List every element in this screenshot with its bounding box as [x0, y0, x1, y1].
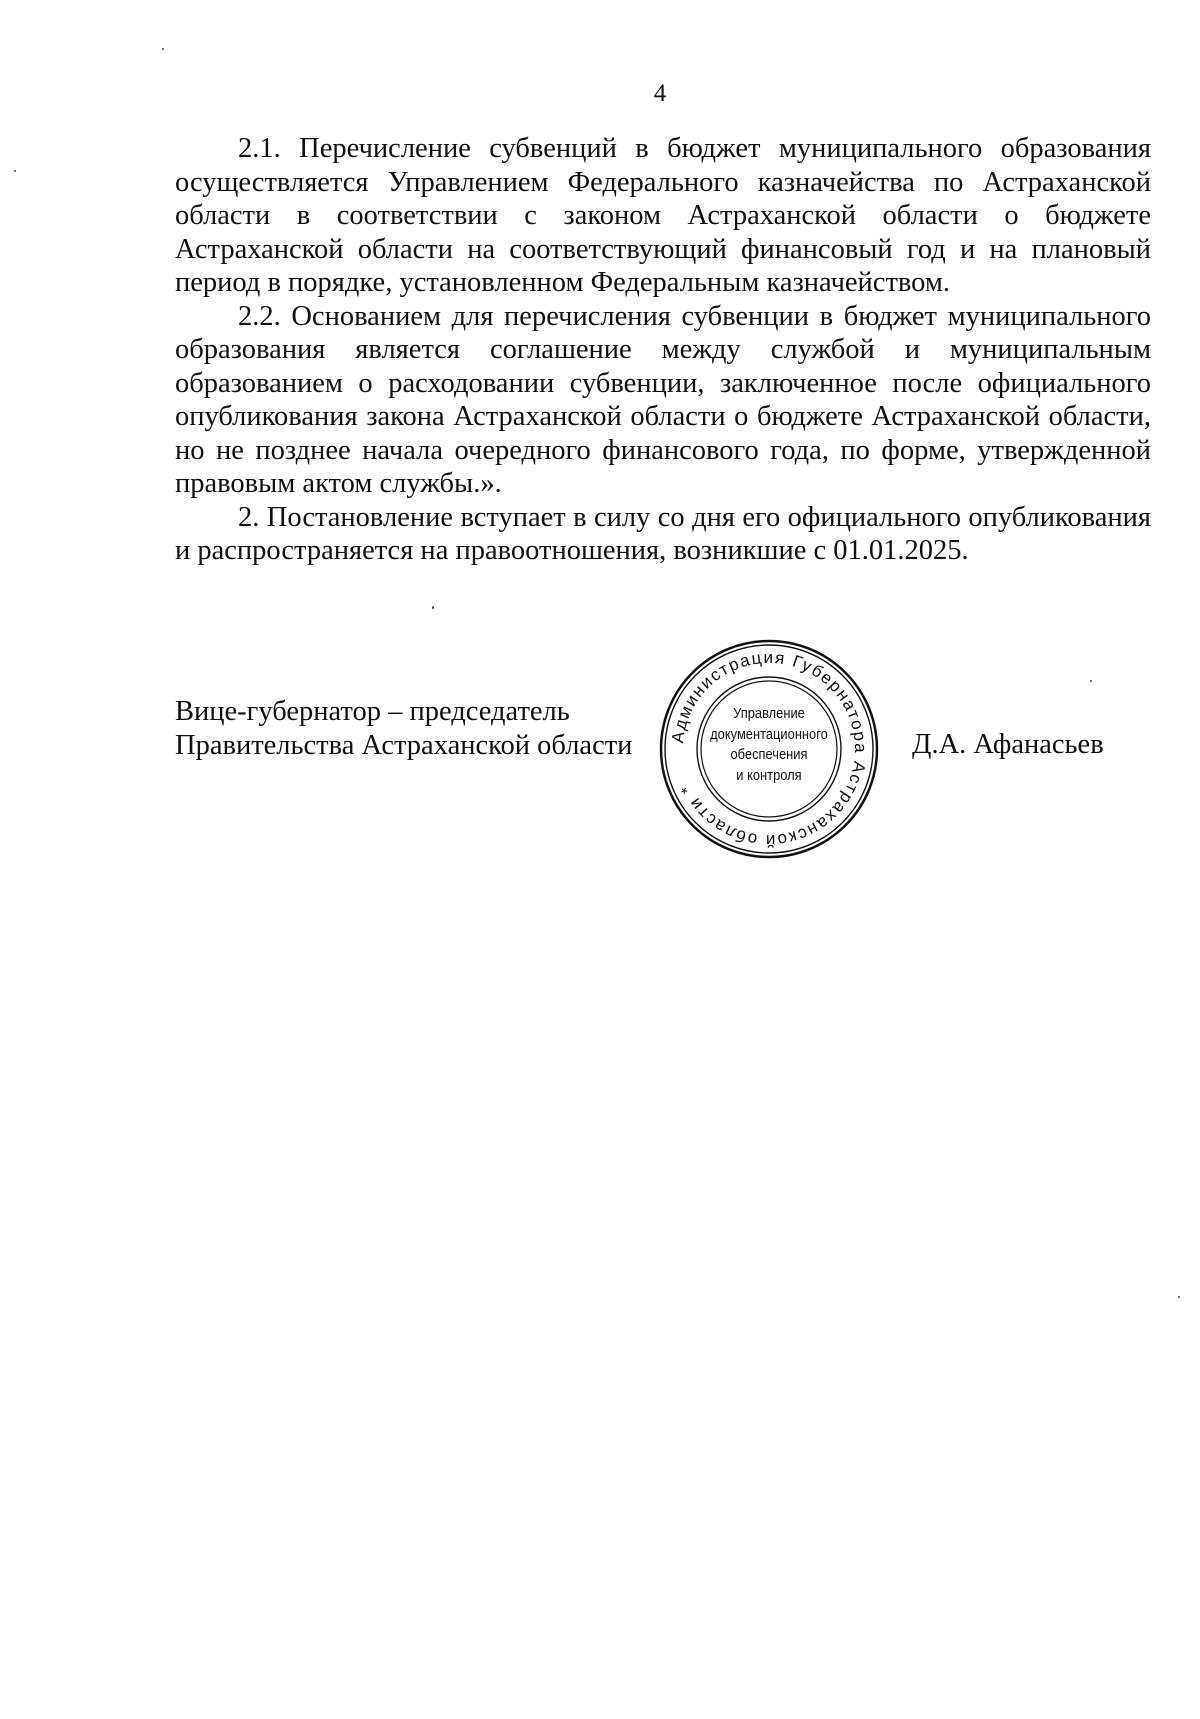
page-number: 4 — [653, 80, 667, 107]
position-line-1: Вице-губернатор – председатель — [175, 696, 570, 727]
paragraph-2: 2. Постановление вступает в силу со дня его официального опубликования и распространяется на правоотношения, возникшие с 01.01.2025. — [175, 501, 1151, 566]
seal-center-text — [708, 704, 830, 786]
seal-ring-text: Администрация Губернатора Астраханской области * — [668, 647, 871, 851]
scan-speck — [14, 170, 16, 172]
document-body — [175, 132, 1151, 568]
paragraph-2-1: 2.1. Перечисление субвенций в бюджет муниципального образования осуществляется Управлением Федерального казначейства по Астраханской области в соответствии с законом Астраханской области о бюджете Астраханской области на соответствующий финансовый год и на плановый период в порядке, установленном Федеральным казначейством. — [175, 133, 1151, 298]
scan-speck — [1090, 680, 1092, 682]
scan-speck — [432, 606, 434, 609]
paragraph-2-2: 2.2. Основанием для перечисления субвенции в бюджет муниципального образования является соглашение между службой и муниципальным образованием о расходовании субвенции, заключенное после официального опубликования закона Астраханской области о бюджете Астраханской области, но не позднее начала очередного финансового года, по форме, утвержденной правовым актом службы.». — [175, 300, 1151, 499]
seal-center-line-3: обеспечения — [730, 746, 808, 763]
signatory-position — [175, 695, 632, 762]
official-seal — [658, 638, 880, 860]
position-line-2: Правительства Астраханской области — [175, 729, 633, 761]
signatory-name: Д.А. Афанасьев — [912, 729, 1104, 760]
scan-speck — [162, 48, 164, 50]
seal-center-line-4: и контроля — [736, 766, 802, 784]
scan-speck — [1178, 1296, 1180, 1298]
seal-center-line-1: Управление — [733, 705, 805, 722]
seal-center-line-2: документационного — [710, 725, 828, 743]
